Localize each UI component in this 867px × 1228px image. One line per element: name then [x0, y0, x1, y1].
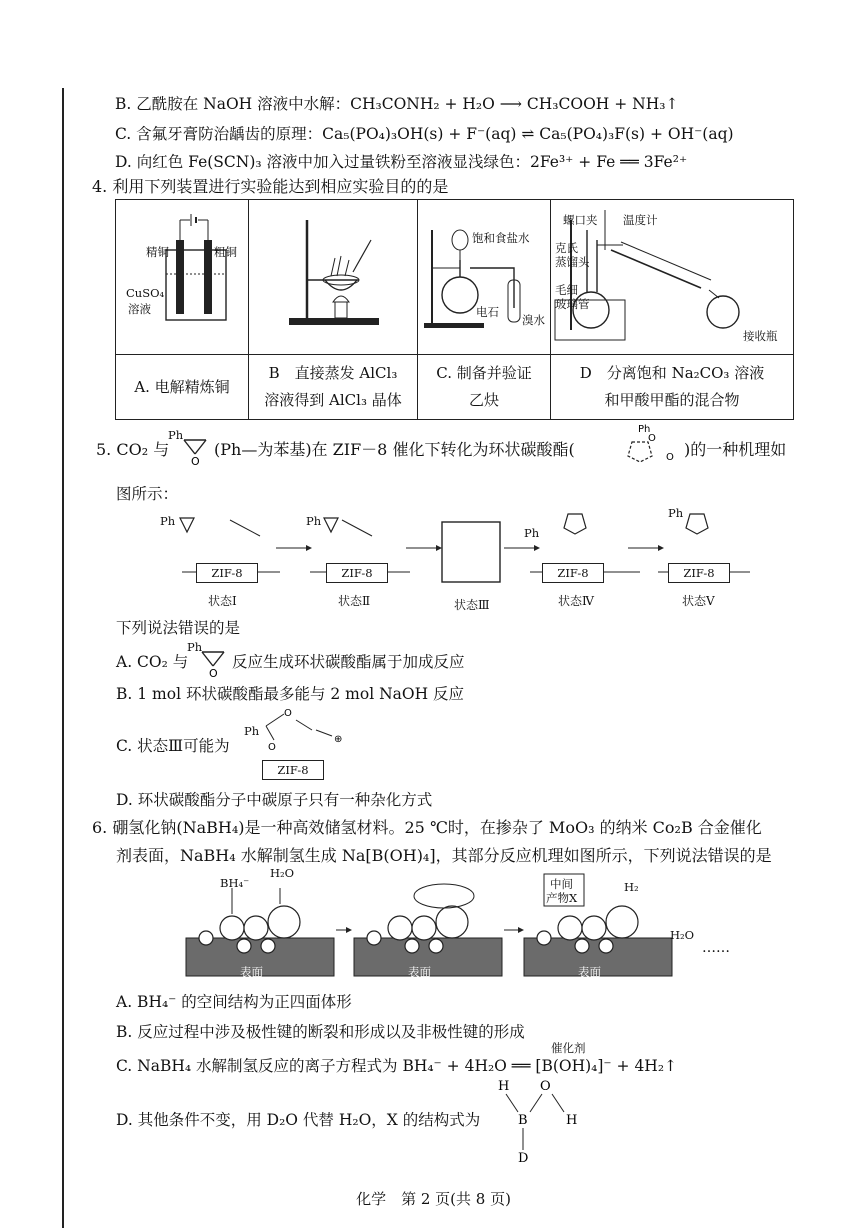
- state2-ph: Ph: [306, 514, 322, 528]
- label-carbide: 电石: [476, 305, 499, 319]
- q6-option-a: A. BH₄⁻ 的空间结构为正四面体形: [116, 993, 352, 1011]
- evaporation-diagram: [249, 200, 417, 355]
- q3-option-d: D. 向红色 Fe(SCN)₃ 溶液中加入过量铁粉至溶液显浅绿色：2Fe³⁺ + Fe ══ 3Fe²⁺: [115, 153, 688, 171]
- electrolysis-diagram: [116, 200, 248, 355]
- q3-option-c: C. 含氟牙膏防治龋齿的原理：Ca₅(PO₄)₃OH(s) + F⁻(aq) ⇌ Ca₅(PO₄)₃F(s) + OH⁻(aq): [115, 125, 734, 143]
- svg-text:D: D: [518, 1151, 529, 1166]
- q4-stem: 4. 利用下列装置进行实验能达到相应实验目的的是: [92, 177, 449, 196]
- svg-text:O: O: [268, 742, 276, 753]
- q5-option-b: B. 1 mol 环状碳酸酯最多能与 2 mol NaOH 反应: [116, 685, 465, 703]
- q5-stem-c: )的一种机理如: [684, 440, 787, 459]
- q4-apparatus-table: [115, 199, 794, 420]
- label-capillary-1: 毛细: [555, 283, 578, 297]
- caption-b: B 直接蒸发 AlCl₃ 溶液得到 AlCl₃ 晶体: [249, 355, 418, 420]
- label-intermediate-1: 中间: [550, 877, 573, 891]
- q5-stem-a: 5. CO₂ 与: [96, 440, 170, 459]
- state-3-label: 状态Ⅲ: [454, 598, 490, 612]
- label-h2o-1: H₂O: [270, 866, 295, 880]
- state-2-label: 状态Ⅱ: [338, 594, 371, 608]
- acetylene-diagram: [418, 200, 550, 355]
- apparatus-a: [116, 200, 249, 355]
- margin-rule: [62, 88, 64, 1228]
- label-bromine-water: 溴水: [522, 313, 545, 327]
- zif-state5: ZIF-8: [668, 563, 730, 583]
- q6-mechanism-diagram: [180, 870, 740, 990]
- q5-option-d: D. 环状碳酸酯分子中碳原子只有一种杂化方式: [116, 791, 433, 809]
- q3-option-b: B. 乙酰胺在 NaOH 溶液中水解：CH₃CONH₂ + H₂O ⟶ CH₃COOH + NH₃↑: [115, 95, 679, 113]
- label-receiver: 接收瓶: [743, 329, 778, 343]
- svg-text:O: O: [540, 1079, 551, 1094]
- zif-state1: ZIF-8: [196, 563, 258, 583]
- label-surface-3: 表面: [578, 965, 601, 979]
- q5-option-a-part2: 反应生成环状碳酸酯属于加成反应: [232, 653, 465, 671]
- label-ellipsis: ……: [702, 940, 730, 956]
- apparatus-c: [418, 200, 551, 355]
- svg-text:O: O: [666, 452, 674, 463]
- zif-state2: ZIF-8: [326, 563, 388, 583]
- q5-stem-b: (Ph—为苯基)在 ZIF－8 催化下转化为环状碳酸酯(: [214, 440, 575, 459]
- label-claisen-1: 克氏: [555, 241, 578, 255]
- label-h2o-2: H₂O: [670, 928, 695, 942]
- svg-text:Ph: Ph: [638, 424, 651, 435]
- label-intermediate-2: 产物X: [546, 891, 578, 905]
- label-solution: 溶液: [128, 302, 151, 316]
- zif-state4: ZIF-8: [542, 563, 604, 583]
- state-1-label: 状态Ⅰ: [208, 594, 237, 608]
- q6-option-d: D. 其他条件不变，用 D₂O 代替 H₂O，X 的结构式为: [116, 1111, 481, 1129]
- label-claisen-2: 蒸馏头: [555, 255, 590, 269]
- svg-text:O: O: [209, 667, 218, 680]
- svg-text:O: O: [648, 433, 656, 444]
- label-brine: 饱和食盐水: [472, 231, 530, 245]
- page-footer: 化学 第 2 页(共 8 页): [356, 1190, 511, 1208]
- svg-text:H: H: [566, 1113, 578, 1128]
- q6-stem-2: 剂表面，NaBH₄ 水解制氢生成 Na[B(OH)₄]，其部分反应机理如图所示，下列说法错误的是: [116, 846, 772, 865]
- q6-option-c: C. NaBH₄ 水解制氢反应的离子方程式为 BH₄⁻ + 4H₂O ══ [B(OH)₄]⁻ + 4H₂↑: [116, 1057, 678, 1075]
- caption-a: A. 电解精炼铜: [116, 355, 249, 420]
- label-h2: H₂: [624, 880, 639, 894]
- q5-option-c-ph: Ph: [244, 724, 260, 738]
- q6-option-b: B. 反应过程中涉及极性键的断裂和形成以及非极性键的形成: [116, 1023, 525, 1041]
- label-fine-copper: 精铜: [146, 245, 169, 259]
- state-4-label: 状态Ⅳ: [558, 594, 594, 608]
- svg-text:H: H: [498, 1079, 510, 1094]
- svg-text:⊕: ⊕: [334, 734, 343, 745]
- caption-c: C. 制备并验证 乙炔: [418, 355, 551, 420]
- structure-x: [494, 1078, 584, 1168]
- state3-structure: [262, 706, 352, 756]
- zif-option-c: ZIF-8: [262, 760, 324, 780]
- label-surface-2: 表面: [408, 965, 431, 979]
- state4-ph: Ph: [524, 526, 540, 540]
- label-catalyst: 催化剂: [551, 1041, 586, 1055]
- state5-ph: Ph: [668, 506, 684, 520]
- apparatus-d: [551, 200, 794, 355]
- state1-ph: Ph: [160, 514, 176, 528]
- svg-text:O: O: [284, 708, 292, 719]
- epoxide-icon-option-a: [200, 648, 230, 678]
- svg-text:O: O: [191, 455, 200, 468]
- epoxide-icon: [182, 436, 212, 466]
- label-thermometer: 温度计: [623, 213, 658, 227]
- label-crude-copper: 粗铜: [214, 245, 237, 259]
- label-screw-clip: 螺口夹: [563, 213, 598, 227]
- apparatus-b: [249, 200, 418, 355]
- q5-option-a-part1: A. CO₂ 与: [116, 653, 189, 671]
- q5-prompt: 下列说法错误的是: [116, 619, 241, 637]
- q5-stem-ph: Ph: [168, 428, 184, 442]
- q5-stem-d: 图所示：: [116, 485, 179, 503]
- svg-text:B: B: [518, 1113, 528, 1128]
- q5-option-c: C. 状态Ⅲ可能为: [116, 737, 230, 755]
- label-surface-1: 表面: [240, 965, 263, 979]
- label-cuso4: CuSO₄: [126, 286, 165, 300]
- caption-d: D 分离饱和 Na₂CO₃ 溶液 和甲酸甲酯的混合物: [551, 355, 794, 420]
- q6-stem-1: 6. 硼氢化钠(NaBH₄)是一种高效储氢材料。25 ℃时，在掺杂了 MoO₃ 的纳米 Co₂B 合金催化: [92, 818, 762, 837]
- q5-option-a-ph: Ph: [187, 640, 203, 654]
- label-capillary-2: 玻璃管: [555, 297, 590, 311]
- label-bh4: BH₄⁻: [220, 876, 250, 890]
- state-5-label: 状态Ⅴ: [682, 594, 715, 608]
- cyclic-carbonate-icon: [612, 426, 676, 464]
